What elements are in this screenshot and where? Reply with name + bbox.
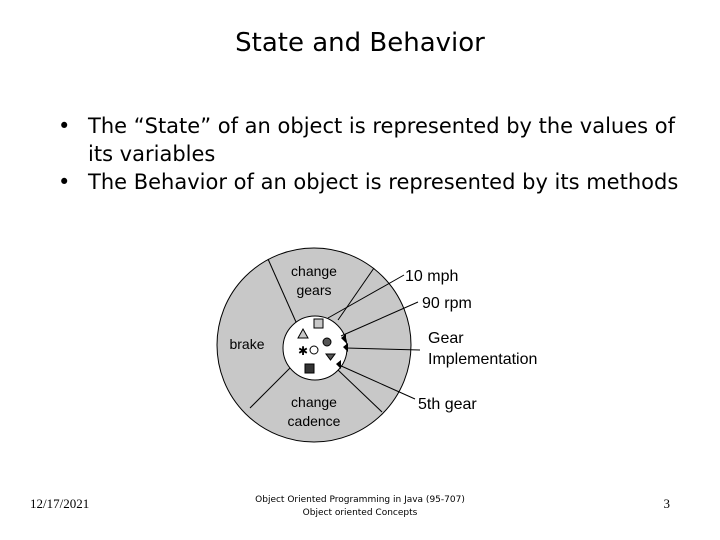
method-label-change-cadence-2: cadence xyxy=(287,413,341,429)
method-label-brake: brake xyxy=(229,336,265,352)
dot-icon xyxy=(323,338,331,346)
variable-label-cadence: 90 rpm xyxy=(422,295,472,312)
page-number: 3 xyxy=(663,496,670,511)
footer-date: 12/17/2021 xyxy=(30,496,90,511)
filled-square-icon xyxy=(305,364,314,373)
method-label-change-gears-2: gears xyxy=(296,282,332,298)
method-label-change-gears-1: change xyxy=(291,263,337,279)
bullet-dot-icon: • xyxy=(58,114,71,138)
star-icon: ✱ xyxy=(298,344,309,358)
footer-course xyxy=(200,494,520,520)
bullet-text: The Behavior of an object is represented by its methods xyxy=(88,170,679,194)
variable-label-5th-gear: 5th gear xyxy=(418,396,477,413)
method-label-change-cadence-1: change xyxy=(291,394,337,410)
square-icon xyxy=(314,319,323,328)
variable-label-implementation: Implementation xyxy=(428,351,538,368)
variable-label-speed: 10 mph xyxy=(405,268,459,285)
footer-course-line: Object Oriented Programming in Java (95-707) xyxy=(255,495,465,505)
slide-title: State and Behavior xyxy=(235,28,485,58)
ring-icon xyxy=(310,346,318,354)
bullet-text: The “State” of an object is represented by the values of its variables xyxy=(88,114,675,166)
bullet-dot-icon: • xyxy=(58,170,71,194)
variable-label-gear: Gear xyxy=(428,330,464,347)
footer-topic-line: Object oriented Concepts xyxy=(302,508,418,518)
